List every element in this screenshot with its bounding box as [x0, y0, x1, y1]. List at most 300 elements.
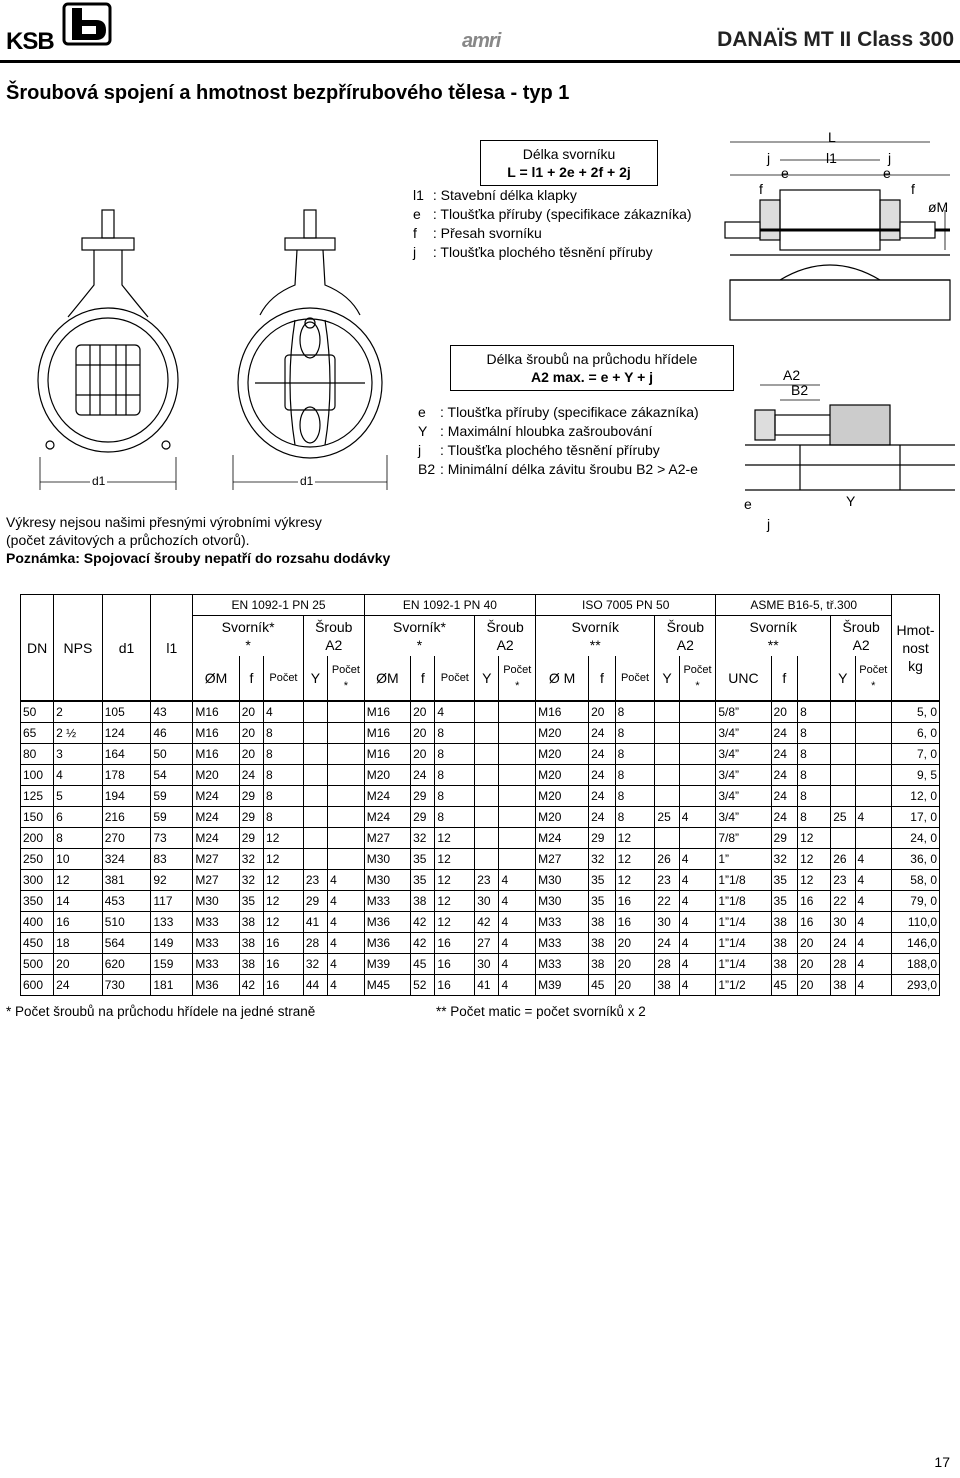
bolt-legend: [413, 186, 692, 262]
bolt-table: [20, 594, 940, 996]
footnote-shaft-bolts: * Počet šroubů na průchodu hřídele na jedné straně: [6, 1004, 316, 1019]
table-cell: 32: [239, 870, 263, 891]
table-cell: 110,0: [892, 912, 940, 933]
table-cell: 59: [151, 807, 193, 828]
table-cell: 20: [615, 933, 655, 954]
shaft-bolt-title: Délka šroubů na průchodu hřídele: [486, 351, 698, 367]
table-cell: 36, 0: [892, 849, 940, 870]
table-cell: 59: [151, 786, 193, 807]
table-cell: 12: [264, 849, 304, 870]
table-cell: 8: [798, 807, 831, 828]
table-cell: [655, 828, 679, 849]
table-cell: 300: [21, 870, 54, 891]
legend-item: j : Tloušťka plochého těsnění příruby: [418, 442, 660, 458]
table-cell: 16: [264, 954, 304, 975]
table-cell: 24: [239, 765, 263, 786]
table-cell: 24: [589, 723, 616, 744]
table-cell: 25: [831, 807, 855, 828]
header-sroub-pn25: Šroub A2: [303, 616, 364, 657]
table-cell: 500: [21, 954, 54, 975]
header-svornik-iso: Svorník **: [536, 616, 655, 657]
table-cell: 4: [679, 975, 716, 996]
table-cell: 42: [475, 912, 499, 933]
header-y: Y: [831, 656, 855, 701]
table-cell: 400: [21, 912, 54, 933]
table-cell: 250: [21, 849, 54, 870]
table-cell: M39: [364, 954, 410, 975]
table-cell: 188,0: [892, 954, 940, 975]
table-row: [21, 975, 940, 996]
table-cell: 450: [21, 933, 54, 954]
table-cell: 20: [239, 701, 263, 723]
table-cell: M33: [193, 954, 239, 975]
shaft-bolt-drawing: [740, 360, 960, 500]
table-row: [21, 786, 940, 807]
header-sroub-asme: Šroub A2: [831, 616, 892, 657]
table-cell: 38: [589, 912, 616, 933]
L-label: L: [828, 129, 836, 145]
table-cell: 1”1/8: [716, 870, 771, 891]
bolt-length-formula-box: [480, 140, 658, 186]
f-label-1: f: [759, 181, 763, 197]
table-cell: 4: [679, 954, 716, 975]
table-cell: 381: [102, 870, 151, 891]
table-cell: 20: [615, 975, 655, 996]
table-cell: M27: [536, 849, 589, 870]
table-cell: 8: [798, 786, 831, 807]
table-cell: 8: [435, 807, 475, 828]
j-label-3: j: [767, 516, 771, 532]
table-cell: 8: [798, 765, 831, 786]
table-cell: 23: [475, 870, 499, 891]
legend-item: l1 : Stavební délka klapky: [413, 187, 577, 203]
header-pocet: [798, 656, 831, 701]
table-cell: 38: [239, 912, 263, 933]
table-cell: M20: [536, 807, 589, 828]
table-cell: 29: [411, 807, 435, 828]
Y-label: Y: [846, 493, 856, 509]
table-cell: M36: [364, 933, 410, 954]
table-cell: 8: [54, 828, 103, 849]
header-svornik-pn25: Svorník* *: [193, 616, 303, 657]
table-cell: M30: [193, 891, 239, 912]
table-cell: 4: [679, 807, 716, 828]
table-cell: [831, 723, 855, 744]
amri-logo: amri: [462, 30, 501, 52]
table-cell: 16: [798, 912, 831, 933]
table-cell: 45: [771, 975, 798, 996]
table-body: [21, 701, 940, 996]
table-cell: [499, 849, 536, 870]
table-cell: 50: [21, 701, 54, 723]
table-cell: 124: [102, 723, 151, 744]
legend-item: e : Tloušťka příruby (specifikace zákazníka): [418, 404, 699, 420]
table-cell: 8: [264, 765, 304, 786]
table-cell: 4: [435, 701, 475, 723]
table-row: [21, 849, 940, 870]
header-om: Ø M: [536, 656, 589, 701]
table-cell: 30: [475, 954, 499, 975]
table-cell: [831, 701, 855, 723]
table-cell: 12: [615, 849, 655, 870]
table-cell: 38: [239, 933, 263, 954]
header-pocet: Počet: [264, 656, 304, 701]
table-cell: [328, 701, 365, 723]
table-cell: 18: [54, 933, 103, 954]
header-group-iso-pn50: ISO 7005 PN 50: [536, 595, 716, 616]
table-cell: 4: [679, 849, 716, 870]
table-cell: 32: [411, 828, 435, 849]
table-cell: 29: [239, 807, 263, 828]
table-cell: 12: [264, 828, 304, 849]
table-cell: 32: [589, 849, 616, 870]
table-cell: 38: [771, 912, 798, 933]
table-cell: [328, 828, 365, 849]
table-cell: 24, 0: [892, 828, 940, 849]
table-cell: 4: [855, 870, 892, 891]
table-cell: 20: [798, 975, 831, 996]
table-cell: 29: [589, 828, 616, 849]
table-cell: 50: [151, 744, 193, 765]
table-cell: [679, 828, 716, 849]
table-cell: [831, 786, 855, 807]
table-cell: 12: [615, 828, 655, 849]
table-cell: 4: [679, 933, 716, 954]
table-cell: 79, 0: [892, 891, 940, 912]
table-cell: M33: [536, 954, 589, 975]
table-cell: [499, 723, 536, 744]
table-cell: [475, 744, 499, 765]
table-cell: 20: [615, 954, 655, 975]
table-cell: [655, 786, 679, 807]
table-cell: [328, 765, 365, 786]
table-cell: 1”1/4: [716, 933, 771, 954]
table-cell: [831, 828, 855, 849]
header-y: Y: [303, 656, 327, 701]
table-cell: 30: [655, 912, 679, 933]
table-cell: 38: [589, 933, 616, 954]
table-cell: 16: [435, 933, 475, 954]
header-pocet: Počet: [615, 656, 655, 701]
table-cell: M36: [364, 912, 410, 933]
table-cell: 117: [151, 891, 193, 912]
table-row: [21, 891, 940, 912]
ksb-logo: KSB: [6, 28, 54, 55]
table-cell: 8: [615, 744, 655, 765]
table-cell: 9, 5: [892, 765, 940, 786]
table-cell: 35: [589, 870, 616, 891]
table-cell: 100: [21, 765, 54, 786]
table-cell: 8: [615, 723, 655, 744]
table-cell: M20: [536, 723, 589, 744]
table-cell: 164: [102, 744, 151, 765]
table-cell: 26: [655, 849, 679, 870]
legend-item: Y : Maximální hloubka zašroubování: [418, 423, 653, 439]
header-group-en-pn25: EN 1092-1 PN 25: [193, 595, 364, 616]
table-cell: 28: [303, 933, 327, 954]
table-cell: 3/4”: [716, 807, 771, 828]
table-cell: [475, 786, 499, 807]
table-cell: M20: [193, 765, 239, 786]
e-label-3: e: [744, 496, 752, 512]
table-cell: 7/8”: [716, 828, 771, 849]
table-cell: 8: [264, 786, 304, 807]
footnote-nuts: ** Počet matic = počet svorníků x 2: [436, 1004, 646, 1019]
table-cell: 45: [589, 975, 616, 996]
table-cell: 12: [615, 870, 655, 891]
table-row: [21, 744, 940, 765]
table-row: [21, 701, 940, 723]
table-cell: 30: [831, 912, 855, 933]
table-cell: 12: [264, 891, 304, 912]
header-f: f: [589, 656, 616, 701]
table-cell: [855, 744, 892, 765]
table-cell: M16: [364, 744, 410, 765]
table-cell: 3/4”: [716, 786, 771, 807]
table-cell: 29: [239, 828, 263, 849]
header-svornik-pn40: Svorník* *: [364, 616, 474, 657]
table-cell: [303, 744, 327, 765]
table-cell: 24: [589, 744, 616, 765]
table-cell: [831, 765, 855, 786]
table-cell: 28: [655, 954, 679, 975]
table-cell: 22: [831, 891, 855, 912]
table-cell: 23: [303, 870, 327, 891]
table-cell: [855, 701, 892, 723]
header-dn: DN: [21, 595, 54, 702]
header-d1: d1: [102, 595, 151, 702]
table-cell: 23: [831, 870, 855, 891]
ksb-b-logo-icon: [62, 2, 112, 46]
table-cell: 80: [21, 744, 54, 765]
table-cell: 14: [54, 891, 103, 912]
table-cell: 29: [771, 828, 798, 849]
table-cell: 38: [589, 954, 616, 975]
table-cell: 4: [855, 975, 892, 996]
table-cell: 43: [151, 701, 193, 723]
table-cell: 510: [102, 912, 151, 933]
table-cell: 16: [435, 954, 475, 975]
header-sroub-pn40: Šroub A2: [475, 616, 536, 657]
table-cell: [499, 701, 536, 723]
table-cell: M30: [364, 870, 410, 891]
table-cell: M24: [364, 807, 410, 828]
table-cell: 16: [264, 975, 304, 996]
legend-item: f : Přesah svorníku: [413, 225, 542, 241]
note-line2: (počet závitových a průchozích otvorů).: [6, 532, 250, 548]
table-cell: M33: [364, 891, 410, 912]
table-cell: 8: [435, 765, 475, 786]
table-cell: [499, 765, 536, 786]
table-cell: [499, 786, 536, 807]
header-om: ØM: [364, 656, 410, 701]
table-cell: 4: [264, 701, 304, 723]
table-cell: M27: [364, 828, 410, 849]
header-sroub-iso: Šroub A2: [655, 616, 716, 657]
table-cell: 20: [239, 744, 263, 765]
bolt-length-formula: L = l1 + 2e + 2f + 2j: [507, 164, 631, 180]
table-cell: 4: [855, 912, 892, 933]
table-cell: 159: [151, 954, 193, 975]
table-cell: M27: [193, 849, 239, 870]
table-cell: [328, 744, 365, 765]
table-cell: 8: [435, 744, 475, 765]
table-cell: 3/4”: [716, 765, 771, 786]
table-cell: [303, 849, 327, 870]
table-cell: [303, 701, 327, 723]
table-cell: M20: [536, 744, 589, 765]
table-cell: 4: [54, 765, 103, 786]
table-cell: 350: [21, 891, 54, 912]
table-cell: 5: [54, 786, 103, 807]
table-cell: M16: [193, 744, 239, 765]
table-cell: 42: [411, 933, 435, 954]
table-cell: 44: [303, 975, 327, 996]
table-cell: 293,0: [892, 975, 940, 996]
table-cell: 8: [264, 744, 304, 765]
table-cell: 216: [102, 807, 151, 828]
header-y: Y: [475, 656, 499, 701]
table-cell: 4: [679, 870, 716, 891]
table-cell: [328, 807, 365, 828]
table-cell: [499, 828, 536, 849]
header-pocet-star: Počet *: [328, 656, 365, 701]
table-cell: [328, 786, 365, 807]
table-cell: 1”1/4: [716, 954, 771, 975]
header-y: Y: [655, 656, 679, 701]
table-cell: M45: [364, 975, 410, 996]
table-cell: 24: [771, 723, 798, 744]
e-label-2: e: [883, 165, 891, 181]
table-cell: [679, 765, 716, 786]
table-cell: 24: [589, 807, 616, 828]
table-cell: 32: [239, 849, 263, 870]
header-l1: l1: [151, 595, 193, 702]
table-cell: 6, 0: [892, 723, 940, 744]
table-cell: 38: [771, 954, 798, 975]
table-cell: 20: [798, 933, 831, 954]
header-nps: NPS: [54, 595, 103, 702]
table-row: [21, 765, 940, 786]
table-row: [21, 912, 940, 933]
table-cell: 35: [239, 891, 263, 912]
table-cell: [475, 701, 499, 723]
table-cell: 24: [589, 765, 616, 786]
note-line1: Výkresy nejsou našimi přesnými výrobními výkresy: [6, 514, 322, 530]
table-cell: 453: [102, 891, 151, 912]
table-cell: 4: [499, 975, 536, 996]
table-cell: 1”1/2: [716, 975, 771, 996]
table-cell: 4: [328, 912, 365, 933]
table-cell: M30: [536, 870, 589, 891]
table-cell: 22: [655, 891, 679, 912]
table-cell: 38: [831, 975, 855, 996]
header-group-en-pn40: EN 1092-1 PN 40: [364, 595, 535, 616]
B2-label: B2: [791, 382, 809, 398]
table-cell: 16: [615, 891, 655, 912]
table-cell: [655, 744, 679, 765]
table-cell: [831, 744, 855, 765]
om-label: øM: [928, 199, 949, 215]
table-cell: 38: [771, 933, 798, 954]
header-f: f: [239, 656, 263, 701]
table-cell: 4: [855, 954, 892, 975]
table-cell: 2 ½: [54, 723, 103, 744]
table-cell: M33: [536, 933, 589, 954]
table-cell: [328, 849, 365, 870]
table-cell: 8: [798, 723, 831, 744]
table-cell: 8: [615, 765, 655, 786]
table-cell: 35: [411, 870, 435, 891]
table-cell: 24: [54, 975, 103, 996]
table-cell: M27: [193, 870, 239, 891]
shaft-bolt-formula: A2 max. = e + Y + j: [530, 369, 654, 385]
table-row: [21, 933, 940, 954]
l1-label: l1: [826, 150, 837, 166]
e-label-1: e: [781, 165, 789, 181]
table-cell: 8: [264, 723, 304, 744]
table-cell: 16: [435, 975, 475, 996]
table-cell: 16: [264, 933, 304, 954]
table-cell: 178: [102, 765, 151, 786]
table-cell: 200: [21, 828, 54, 849]
header-mass-line3: kg: [908, 657, 923, 674]
table-cell: M33: [536, 912, 589, 933]
legend-item: B2 : Minimální délka závitu šroubu B2 > A2-e: [418, 461, 698, 477]
table-cell: 73: [151, 828, 193, 849]
table-cell: 24: [411, 765, 435, 786]
table-cell: M24: [536, 828, 589, 849]
table-cell: 125: [21, 786, 54, 807]
table-cell: [303, 807, 327, 828]
table-cell: 29: [239, 786, 263, 807]
table-cell: [303, 723, 327, 744]
header-group-asme: ASME B16-5, tř.300: [716, 595, 892, 616]
table-cell: 3: [54, 744, 103, 765]
table-cell: 149: [151, 933, 193, 954]
table-cell: 42: [239, 975, 263, 996]
table-cell: 4: [855, 933, 892, 954]
table-cell: 38: [411, 891, 435, 912]
table-cell: 150: [21, 807, 54, 828]
header-pocet-star: Počet *: [855, 656, 892, 701]
table-cell: 324: [102, 849, 151, 870]
table-cell: 1”: [716, 849, 771, 870]
table-cell: [475, 765, 499, 786]
table-cell: 52: [411, 975, 435, 996]
table-cell: 12: [435, 828, 475, 849]
table-cell: 20: [54, 954, 103, 975]
table-cell: 83: [151, 849, 193, 870]
shaft-bolt-formula-box: [450, 345, 734, 391]
header-svornik-asme: Svorník **: [716, 616, 831, 657]
table-cell: 24: [655, 933, 679, 954]
table-cell: 20: [589, 701, 616, 723]
table-cell: 12, 0: [892, 786, 940, 807]
header-f: f: [411, 656, 435, 701]
table-cell: 620: [102, 954, 151, 975]
table-cell: 20: [411, 744, 435, 765]
table-cell: 4: [499, 954, 536, 975]
table-cell: M16: [193, 723, 239, 744]
table-cell: 4: [679, 891, 716, 912]
table-cell: 12: [435, 912, 475, 933]
table-cell: 181: [151, 975, 193, 996]
table-cell: [855, 786, 892, 807]
header-rule: [0, 60, 960, 63]
table-cell: 16: [798, 891, 831, 912]
table-cell: 27: [475, 933, 499, 954]
